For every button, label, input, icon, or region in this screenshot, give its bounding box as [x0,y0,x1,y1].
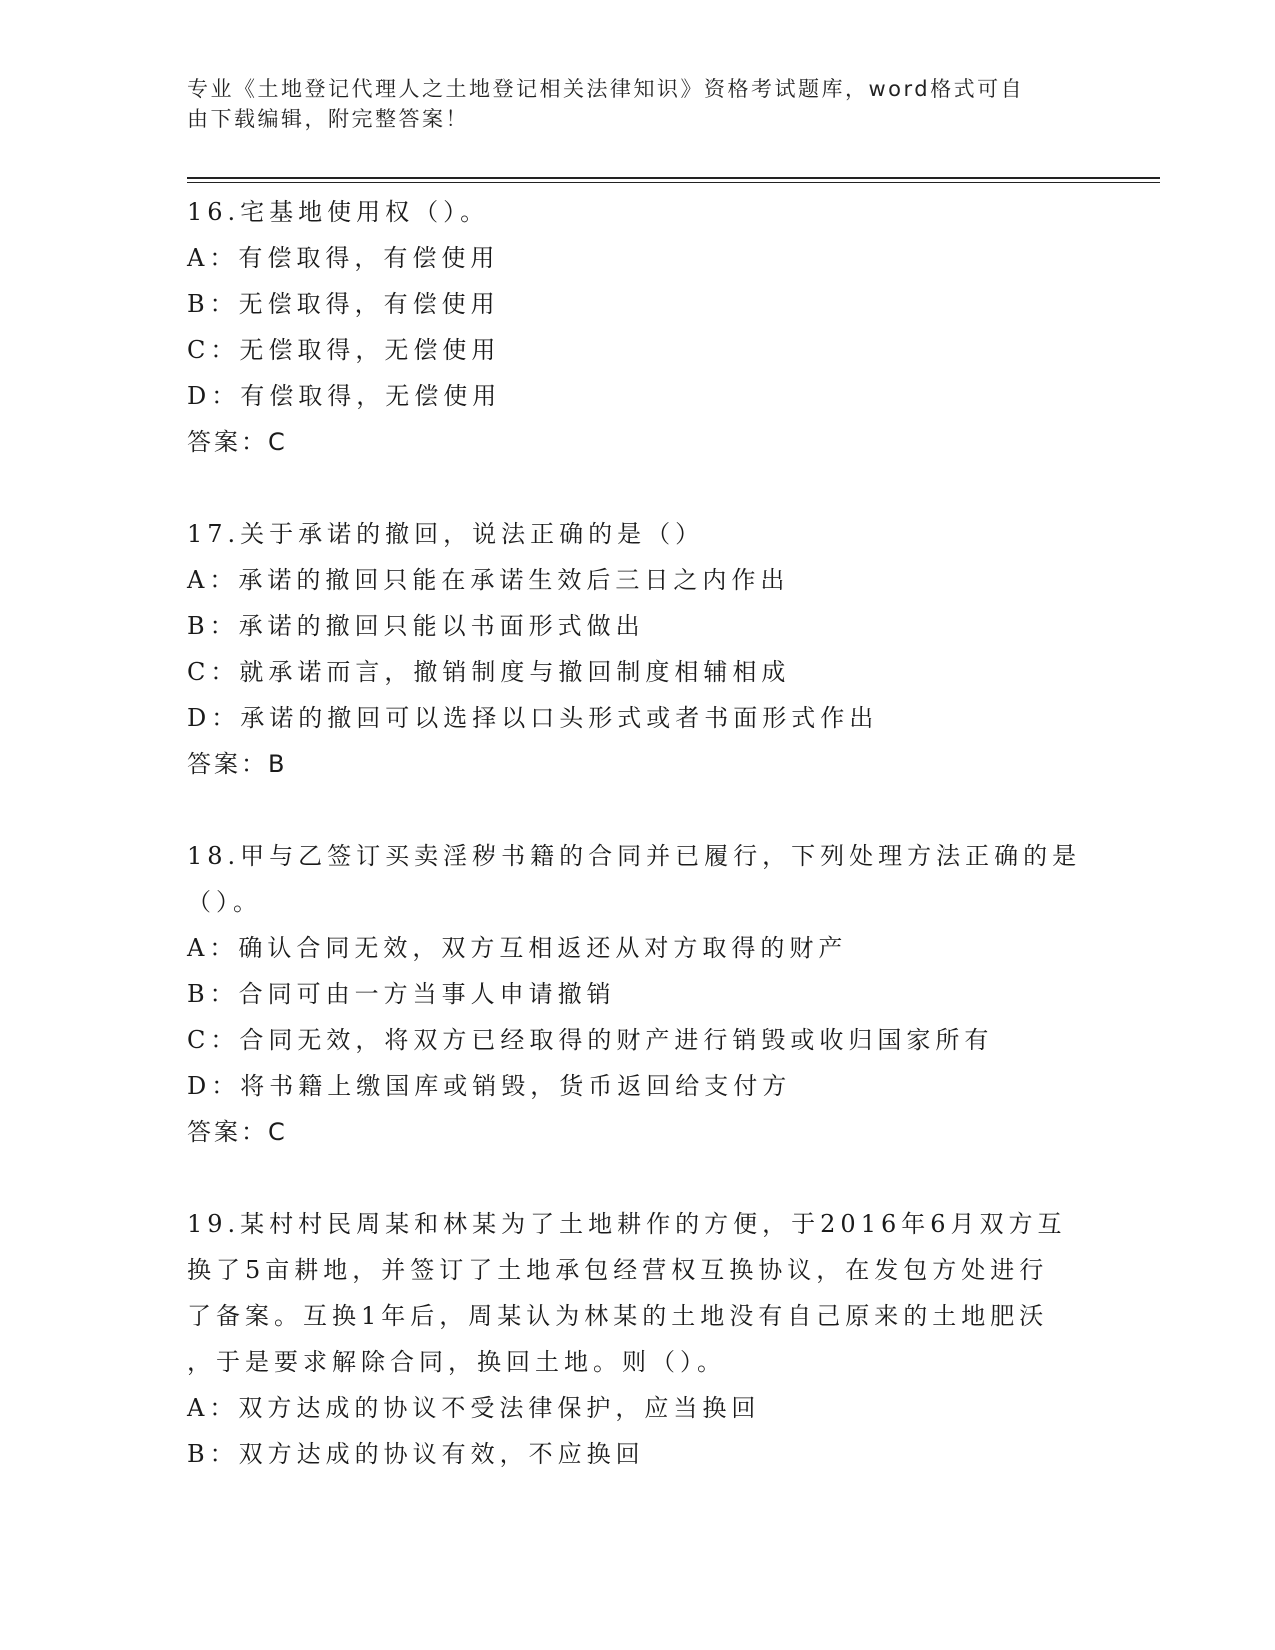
option-b: B：双方达成的协议有效，不应换回 [187,1440,645,1468]
answer-line: 答案：B [187,750,288,778]
option-d: D：有偿取得，无偿使用 [187,382,502,410]
stem-line: 16.宅基地使用权（）。 [187,198,490,226]
option-b: B：合同可由一方当事人申请撤销 [187,980,616,1008]
option-a: A：有偿取得，有偿使用 [187,244,500,272]
header-line: 由下载编辑，附完整答案！ [187,107,469,131]
header-line: 专业《土地登记代理人之土地登记相关法律知识》资格考试题库，word格式可自 [187,77,1025,101]
option-a: A：确认合同无效，双方互相返还从对方取得的财产 [187,934,848,962]
option-c: C：合同无效，将双方已经取得的财产进行销毁或收归国家所有 [187,1026,994,1054]
spacer [187,1155,1087,1201]
question-list [187,189,1087,1477]
option-c: C：无偿取得，无偿使用 [187,336,501,364]
stem-line: 换了5亩耕地，并签订了土地承包经营权互换协议，在发包方处进行 [187,1256,1049,1284]
stem-line: 了备案。互换1年后，周某认为林某的土地没有自己原来的土地肥沃 [187,1302,1049,1330]
question-19 [187,1201,1087,1477]
stem-line: ，于是要求解除合同，换回土地。则（）。 [187,1348,726,1376]
stem-line: 19.某村村民周某和林某为了土地耕作的方便，于2016年6月双方互 [187,1210,1067,1238]
stem-line: 17.关于承诺的撤回，说法正确的是（） [187,520,705,548]
question-17 [187,511,1087,787]
document-header [187,74,1067,134]
option-c: C：就承诺而言，撤销制度与撤回制度相辅相成 [187,658,791,686]
stem-line: （）。 [187,888,262,916]
question-18 [187,833,1087,1155]
header-divider [187,182,1160,183]
stem-line: 18.甲与乙签订买卖淫秽书籍的合同并已履行，下列处理方法正确的是 [187,842,1082,870]
spacer [187,787,1087,833]
option-a: A：承诺的撤回只能在承诺生效后三日之内作出 [187,566,790,594]
answer-line: 答案：C [187,1118,288,1146]
question-16 [187,189,1087,465]
question-stem [187,511,1087,557]
question-stem [187,1201,1087,1385]
option-b: B：无偿取得，有偿使用 [187,290,500,318]
option-a: A：双方达成的协议不受法律保护，应当换回 [187,1394,761,1422]
option-b: B：承诺的撤回只能以书面形式做出 [187,612,645,640]
spacer [187,465,1087,511]
question-stem [187,189,1087,235]
answer-line: 答案：C [187,428,288,456]
question-stem [187,833,1087,925]
option-d: D：将书籍上缴国库或销毁，货币返回给支付方 [187,1072,792,1100]
header-divider [187,177,1160,179]
option-d: D：承诺的撤回可以选择以口头形式或者书面形式作出 [187,704,879,732]
